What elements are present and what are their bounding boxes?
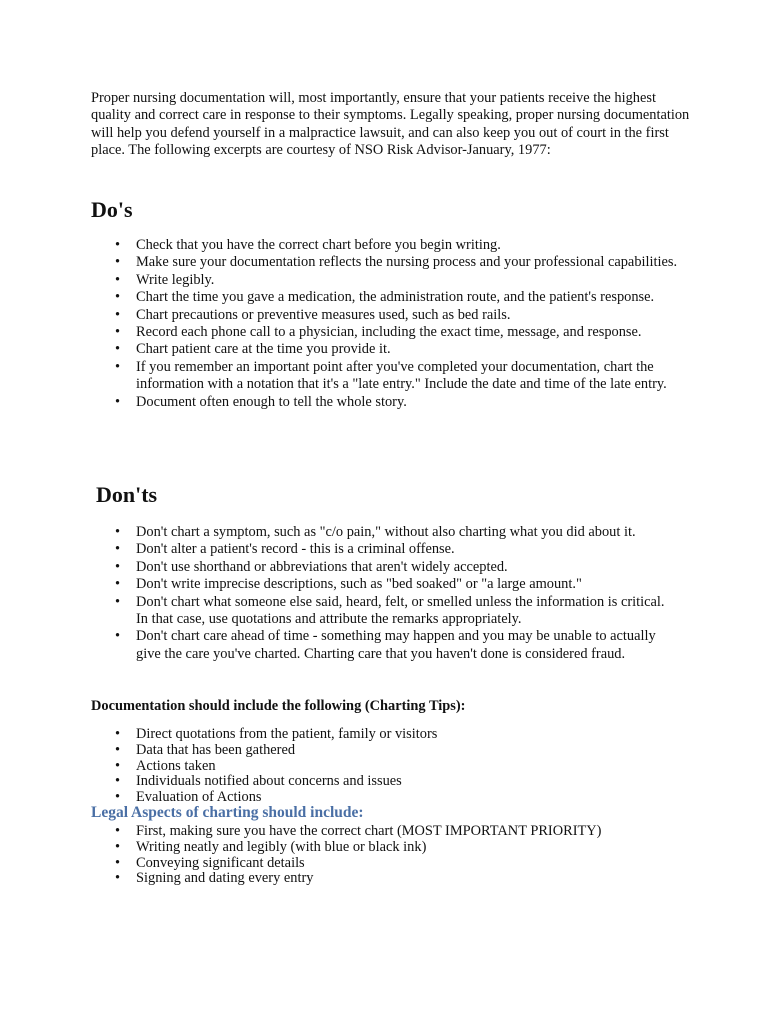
donts-list bbox=[91, 524, 671, 663]
documentation-heading: Documentation should include the following (Charting Tips): bbox=[91, 698, 466, 714]
list-item: • Direct quotations from the patient, family or visitors bbox=[91, 727, 691, 743]
list-item: • Chart precautions or preventive measures used, such as bed rails. bbox=[91, 307, 691, 324]
list-item: • Individuals notified about concerns and issues bbox=[91, 774, 691, 790]
list-item: • Check that you have the correct chart before you begin writing. bbox=[91, 237, 691, 254]
list-item: • Document often enough to tell the whole story. bbox=[91, 394, 691, 411]
list-item: • Don't alter a patient's record - this is a criminal offense. bbox=[91, 541, 671, 558]
list-item: • If you remember an important point after you've completed your documentation, chart the information with a notation that it's a "late entry." Include the date and time of the late entry. bbox=[91, 359, 691, 394]
list-item: • First, making sure you have the correct chart (MOST IMPORTANT PRIORITY) bbox=[91, 824, 691, 840]
list-item: • Signing and dating every entry bbox=[91, 871, 691, 887]
donts-heading: Don'ts bbox=[96, 482, 158, 507]
list-item: • Conveying significant details bbox=[91, 856, 691, 872]
dos-list bbox=[91, 237, 691, 411]
legal-list bbox=[91, 824, 691, 887]
list-item: • Don't chart care ahead of time - something may happen and you may be unable to actually give the care you've charted. Charting care that you haven't done is considered fraud. bbox=[91, 628, 671, 663]
list-item: • Don't chart a symptom, such as "c/o pain," without also charting what you did about it. bbox=[91, 524, 671, 541]
list-item: • Don't use shorthand or abbreviations that aren't widely accepted. bbox=[91, 559, 671, 576]
list-item: • Chart patient care at the time you provide it. bbox=[91, 341, 691, 358]
list-item: • Writing neatly and legibly (with blue or black ink) bbox=[91, 840, 691, 856]
documentation-list bbox=[91, 727, 691, 806]
list-item: • Don't write imprecise descriptions, such as "bed soaked" or "a large amount." bbox=[91, 576, 671, 593]
list-item: • Actions taken bbox=[91, 759, 691, 775]
legal-heading: Legal Aspects of charting should include: bbox=[91, 804, 364, 821]
list-item: • Data that has been gathered bbox=[91, 743, 691, 759]
list-item: • Evaluation of Actions bbox=[91, 790, 691, 806]
list-item: • Write legibly. bbox=[91, 272, 691, 289]
list-item: • Make sure your documentation reflects the nursing process and your professional capabilities. bbox=[91, 254, 691, 271]
intro-paragraph: Proper nursing documentation will, most importantly, ensure that your patients receive the highest quality and correct care in response to their symptoms. Legally speaking, proper nursing documentation will help you defend yourself in a malpractice lawsuit, and can also keep you out of court in the first place. The following excerpts are courtesy of NSO Risk Advisor-January, 1977: bbox=[91, 90, 690, 159]
dos-heading: Do's bbox=[91, 197, 133, 222]
list-item: • Chart the time you gave a medication, the administration route, and the patient's response. bbox=[91, 289, 691, 306]
list-item: • Don't chart what someone else said, heard, felt, or smelled unless the information is critical. In that case, use quotations and attribute the remarks appropriately. bbox=[91, 594, 671, 629]
list-item: • Record each phone call to a physician, including the exact time, message, and response. bbox=[91, 324, 691, 341]
